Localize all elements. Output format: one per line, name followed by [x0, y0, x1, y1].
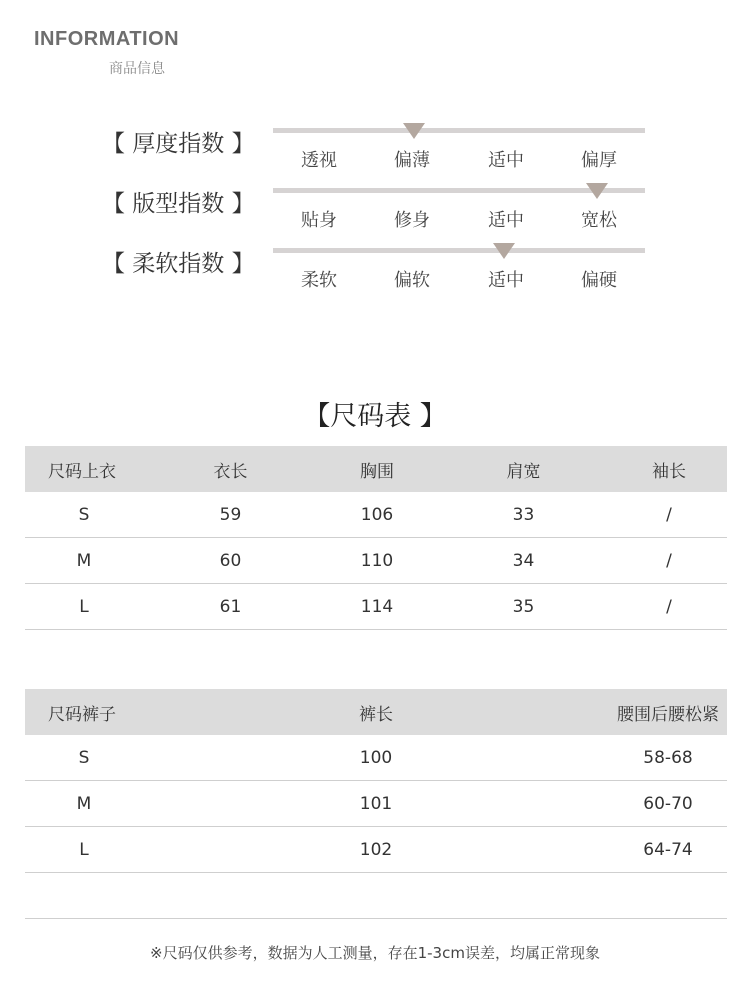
table-cell: / — [611, 584, 727, 630]
fit-index-label: 【 版型指数 】 — [102, 191, 255, 217]
column-header: 尺码裤子 — [25, 689, 143, 735]
table-row — [25, 827, 727, 873]
table-cell: 114 — [318, 584, 436, 630]
thickness-index-marker — [403, 123, 425, 139]
table-cell: S — [25, 492, 143, 538]
table-cell: 60 — [143, 538, 318, 584]
table-cell: 102 — [143, 827, 609, 873]
table-header-row — [25, 689, 727, 735]
table-cell: 106 — [318, 492, 436, 538]
information-subtitle: 商品信息 — [109, 61, 165, 77]
information-title: INFORMATION — [34, 28, 180, 50]
thickness-index-bar — [273, 128, 645, 133]
top-size-table — [25, 446, 727, 630]
table-cell: M — [25, 781, 143, 827]
table-cell: 59 — [143, 492, 318, 538]
column-header: 胸围 — [318, 446, 436, 492]
disclaimer-note: ※尺码仅供参考，数据为人工测量，存在1-3cm误差，均属正常现象 — [150, 944, 600, 962]
table-cell: 100 — [143, 735, 609, 781]
divider — [25, 918, 727, 919]
column-header: 衣长 — [143, 446, 318, 492]
table-cell: 64-74 — [609, 827, 727, 873]
softness-option: 偏软 — [394, 270, 430, 291]
thickness-option: 透视 — [301, 150, 337, 171]
table-cell: 58-68 — [609, 735, 727, 781]
fit-option: 适中 — [488, 210, 524, 231]
softness-option: 偏硬 — [581, 270, 617, 291]
table-cell: 101 — [143, 781, 609, 827]
table-cell: L — [25, 827, 143, 873]
column-header: 袖长 — [611, 446, 727, 492]
table-row — [25, 538, 727, 584]
table-cell: 35 — [436, 584, 611, 630]
column-header: 裤长 — [143, 689, 609, 735]
fit-option: 贴身 — [301, 210, 337, 231]
fit-index-marker — [586, 183, 608, 199]
table-cell: 34 — [436, 538, 611, 584]
table-cell: M — [25, 538, 143, 584]
column-header: 肩宽 — [436, 446, 611, 492]
size-chart-title: 【尺码表 】 — [303, 401, 447, 432]
table-cell: 33 — [436, 492, 611, 538]
fit-option: 宽松 — [581, 210, 617, 231]
table-row — [25, 584, 727, 630]
column-header: 腰围后腰松紧 — [609, 689, 727, 735]
softness-option: 柔软 — [301, 270, 337, 291]
table-cell: / — [611, 492, 727, 538]
softness-option: 适中 — [488, 270, 524, 291]
table-header-row — [25, 446, 727, 492]
table-cell: 61 — [143, 584, 318, 630]
pants-size-table — [25, 689, 727, 873]
table-cell: S — [25, 735, 143, 781]
softness-index-label: 【 柔软指数 】 — [102, 251, 255, 277]
thickness-index-label: 【 厚度指数 】 — [102, 131, 255, 157]
softness-index-bar — [273, 248, 645, 253]
table-cell: 110 — [318, 538, 436, 584]
table-cell: / — [611, 538, 727, 584]
thickness-option: 偏厚 — [581, 150, 617, 171]
table-row — [25, 781, 727, 827]
softness-index-marker — [493, 243, 515, 259]
table-cell: L — [25, 584, 143, 630]
fit-option: 修身 — [394, 210, 430, 231]
table-row — [25, 735, 727, 781]
thickness-option: 适中 — [488, 150, 524, 171]
column-header: 尺码上衣 — [25, 446, 143, 492]
thickness-option: 偏薄 — [394, 150, 430, 171]
table-cell: 60-70 — [609, 781, 727, 827]
table-row — [25, 492, 727, 538]
